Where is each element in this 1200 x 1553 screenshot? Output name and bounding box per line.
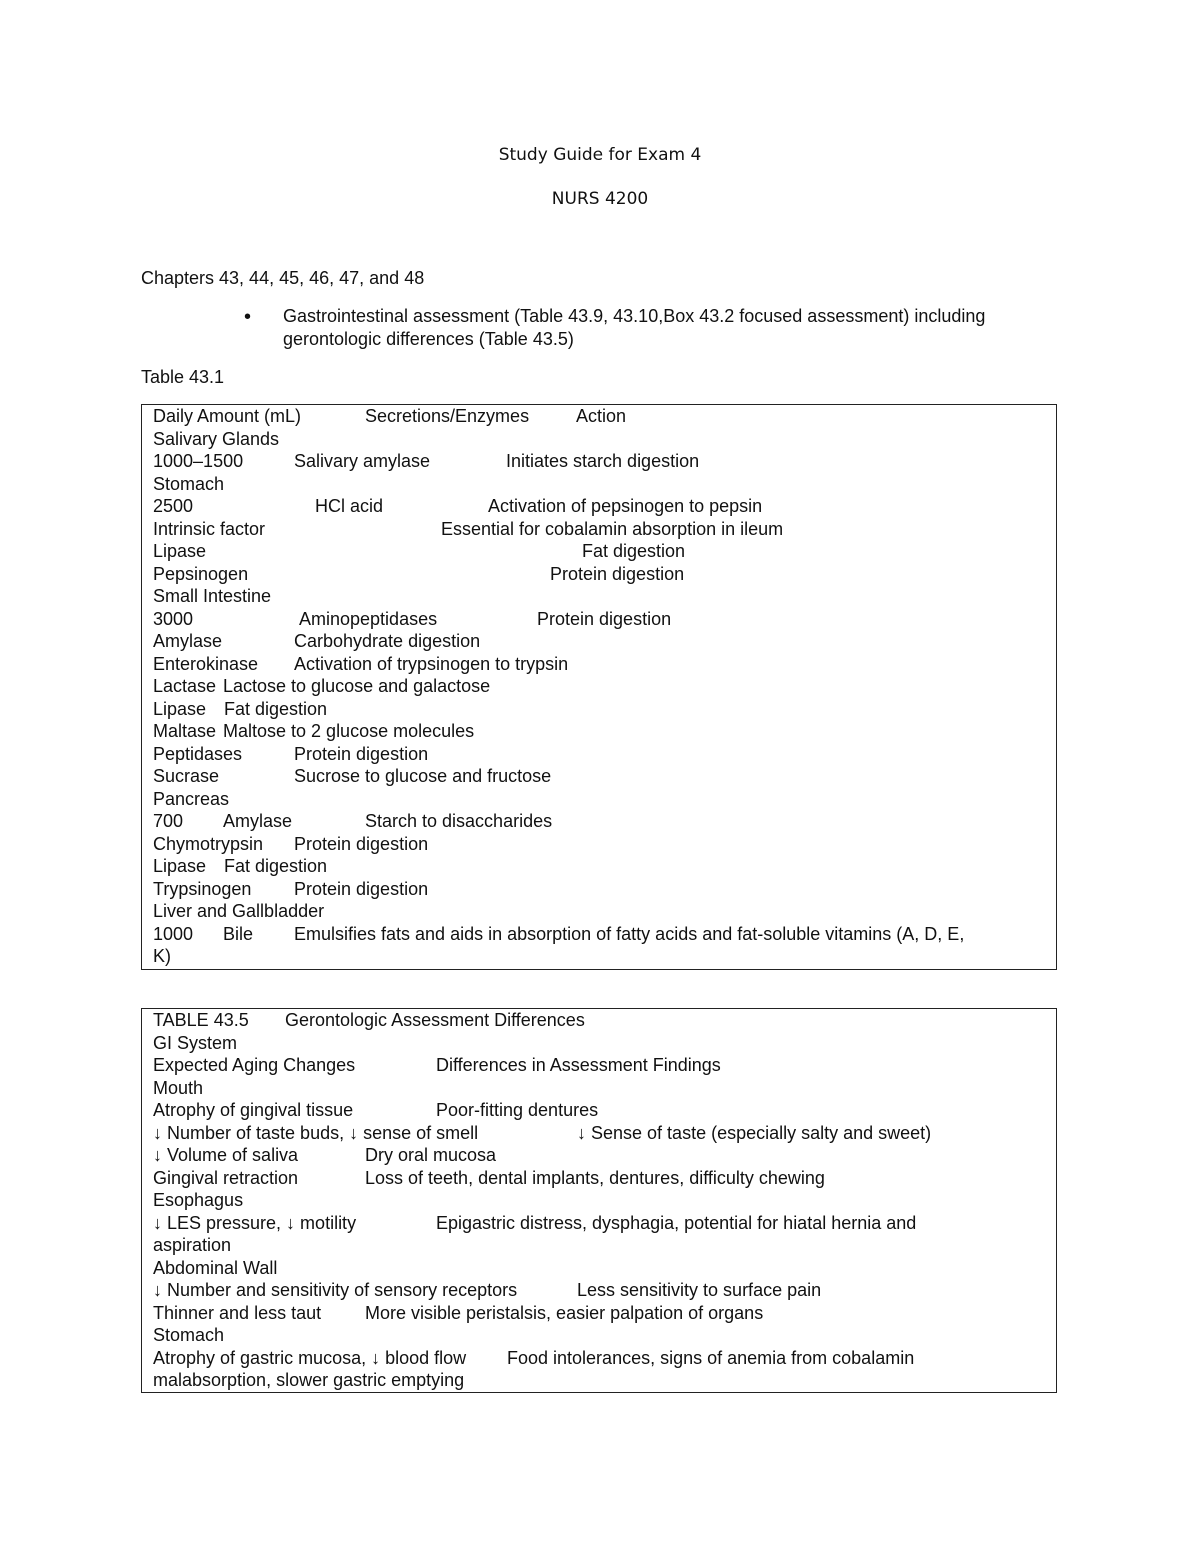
table-row (153, 608, 672, 631)
cell: ↓ Sense of taste (especially salty and sweet) (577, 1122, 932, 1143)
cell: Enterokinase (153, 653, 259, 674)
cell: Less sensitivity to surface pain (577, 1280, 822, 1300)
table-row (153, 495, 763, 518)
table-row (153, 1099, 599, 1122)
cell: Intrinsic factor (153, 518, 266, 539)
header-cell: Differences in Assessment Findings (436, 1055, 721, 1075)
bullet-icon: • (244, 306, 252, 328)
cell: 1000–1500 (153, 451, 244, 471)
cell: ↓ Volume of saliva (153, 1145, 299, 1165)
table-number: TABLE 43.5 (153, 1010, 249, 1030)
table-row (153, 1122, 932, 1145)
cell: Lactase (153, 676, 217, 696)
cell: Lipase (153, 856, 207, 876)
section-label: Salivary Glands (153, 428, 280, 449)
cell: Protein digestion (537, 608, 672, 629)
cell: Fat digestion (224, 698, 328, 719)
table-row (153, 923, 965, 946)
table-row (153, 1189, 243, 1212)
cell: Peptidases (153, 743, 243, 764)
cell: Sucrose to glucose and fructose (294, 766, 552, 786)
section-label: Pancreas (153, 788, 230, 809)
table-row (153, 450, 700, 473)
cell: Epigastric distress, dysphagia, potential for hiatal hernia and (436, 1212, 917, 1233)
cell: Dry oral mucosa (365, 1145, 497, 1165)
table-row (153, 1279, 822, 1302)
table-row (153, 878, 429, 901)
section-label: Small Intestine (153, 586, 272, 606)
cell: ↓ Number of taste buds, ↓ sense of smell (153, 1122, 479, 1143)
course-code: NURS 4200 (551, 189, 649, 209)
cell: Activation of trypsinogen to trypsin (294, 653, 569, 674)
cell: Protein digestion (294, 878, 429, 899)
cell: HCl acid (315, 496, 384, 516)
cell: ↓ Number and sensitivity of sensory receptors (153, 1280, 518, 1300)
cell: Maltose to 2 glucose molecules (223, 721, 475, 741)
table-row (153, 855, 328, 878)
cell: Fat digestion (224, 856, 328, 876)
chapters-line: Chapters 43, 44, 45, 46, 47, and 48 (141, 268, 425, 288)
header-cell: Daily Amount (mL) (153, 406, 302, 426)
table-row (153, 945, 171, 968)
header-cell: Secretions/Enzymes (365, 406, 530, 426)
table-row (153, 743, 429, 766)
cell: Emulsifies fats and aids in absorption of fatty acids and fat-soluble vitamins (A, D, E, (294, 923, 965, 944)
table-row (153, 900, 324, 923)
cell: More visible peristalsis, easier palpation of organs (365, 1302, 764, 1323)
header-cell: Expected Aging Changes (153, 1055, 356, 1075)
table-row (153, 585, 271, 608)
cell: Amylase (153, 631, 223, 651)
cell: Trypsinogen (153, 878, 252, 899)
section-label: Mouth (153, 1077, 204, 1098)
cell: Chymotrypsin (153, 833, 264, 854)
cell: Lactose to glucose and galactose (223, 676, 491, 696)
table-43-1 (141, 404, 1057, 970)
cell: Atrophy of gastric mucosa, ↓ blood flow (153, 1347, 467, 1368)
table-row (153, 788, 229, 811)
cell: Amylase (223, 811, 293, 831)
cell: Fat digestion (582, 541, 686, 561)
cell: 700 (153, 811, 184, 831)
table-row (153, 563, 685, 586)
table-row (153, 1144, 497, 1167)
table-row (153, 653, 569, 676)
cell: Lipase (153, 541, 207, 561)
table-43-5 (141, 1008, 1057, 1393)
section-label: Stomach (153, 473, 225, 494)
table-row (153, 540, 686, 563)
table-row (153, 698, 328, 721)
cell: Pepsinogen (153, 563, 249, 584)
cell: Salivary amylase (294, 451, 431, 471)
table-row (153, 1302, 764, 1325)
table1-label: Table 43.1 (141, 367, 225, 387)
section-label: Stomach (153, 1325, 225, 1345)
cell: K) (153, 946, 171, 966)
table-row (153, 1369, 464, 1392)
table-row (153, 1032, 237, 1055)
section-label: GI System (153, 1032, 238, 1053)
cell: Lipase (153, 698, 207, 719)
table-header (153, 1054, 721, 1077)
cell: Loss of teeth, dental implants, dentures, difficulty chewing (365, 1167, 825, 1188)
cell: Gingival retraction (153, 1167, 299, 1188)
cell: Atrophy of gingival tissue (153, 1100, 354, 1120)
table-row (153, 720, 475, 743)
cell: 2500 (153, 496, 194, 516)
table-row (153, 630, 481, 653)
section-label: Liver and Gallbladder (153, 901, 325, 921)
table-row (153, 1347, 915, 1370)
cell: malabsorption, slower gastric emptying (153, 1370, 465, 1390)
table-row (153, 765, 552, 788)
cell: Food intolerances, signs of anemia from cobalamin (507, 1347, 915, 1368)
cell: Essential for cobalamin absorption in ileum (441, 518, 784, 539)
table-title: Gerontologic Assessment Differences (285, 1010, 585, 1030)
cell: Poor-fitting dentures (436, 1100, 599, 1120)
cell: Thinner and less taut (153, 1302, 322, 1323)
table-row (153, 473, 224, 496)
cell: Aminopeptidases (299, 608, 438, 629)
cell: 1000 (153, 923, 194, 944)
cell: Initiates starch digestion (506, 451, 700, 471)
section-label: Esophagus (153, 1190, 244, 1210)
cell: Protein digestion (294, 743, 429, 764)
table-row (153, 428, 279, 451)
table-row (153, 675, 491, 698)
page-title: Study Guide for Exam 4 (498, 145, 702, 165)
table-row (153, 1167, 825, 1190)
cell: Sucrase (153, 766, 220, 786)
section-label: Abdominal Wall (153, 1257, 278, 1278)
cell: Protein digestion (550, 563, 685, 584)
table-row (153, 833, 429, 856)
header-cell: Action (576, 406, 627, 426)
table-row (153, 1077, 203, 1100)
table-row (153, 518, 784, 541)
cell: Starch to disaccharides (365, 811, 553, 831)
cell: Activation of pepsinogen to pepsin (488, 496, 763, 516)
cell: Protein digestion (294, 833, 429, 854)
cell: Bile (223, 923, 254, 944)
cell: Carbohydrate digestion (294, 631, 481, 651)
cell: Maltase (153, 721, 217, 741)
bullet-item: Gastrointestinal assessment (Table 43.9, 43.10,Box 43.2 focused assessment) including gerontologic differences (Table 43.5) (283, 306, 986, 349)
table-row (153, 1009, 585, 1032)
cell: ↓ LES pressure, ↓ motility (153, 1212, 357, 1233)
table-row (153, 1212, 917, 1235)
table-row (153, 1257, 277, 1280)
table-row (153, 810, 553, 833)
table-row (153, 1234, 231, 1257)
table-header (153, 405, 627, 428)
table-row (153, 1324, 224, 1347)
cell: 3000 (153, 608, 194, 629)
cell: aspiration (153, 1235, 232, 1255)
